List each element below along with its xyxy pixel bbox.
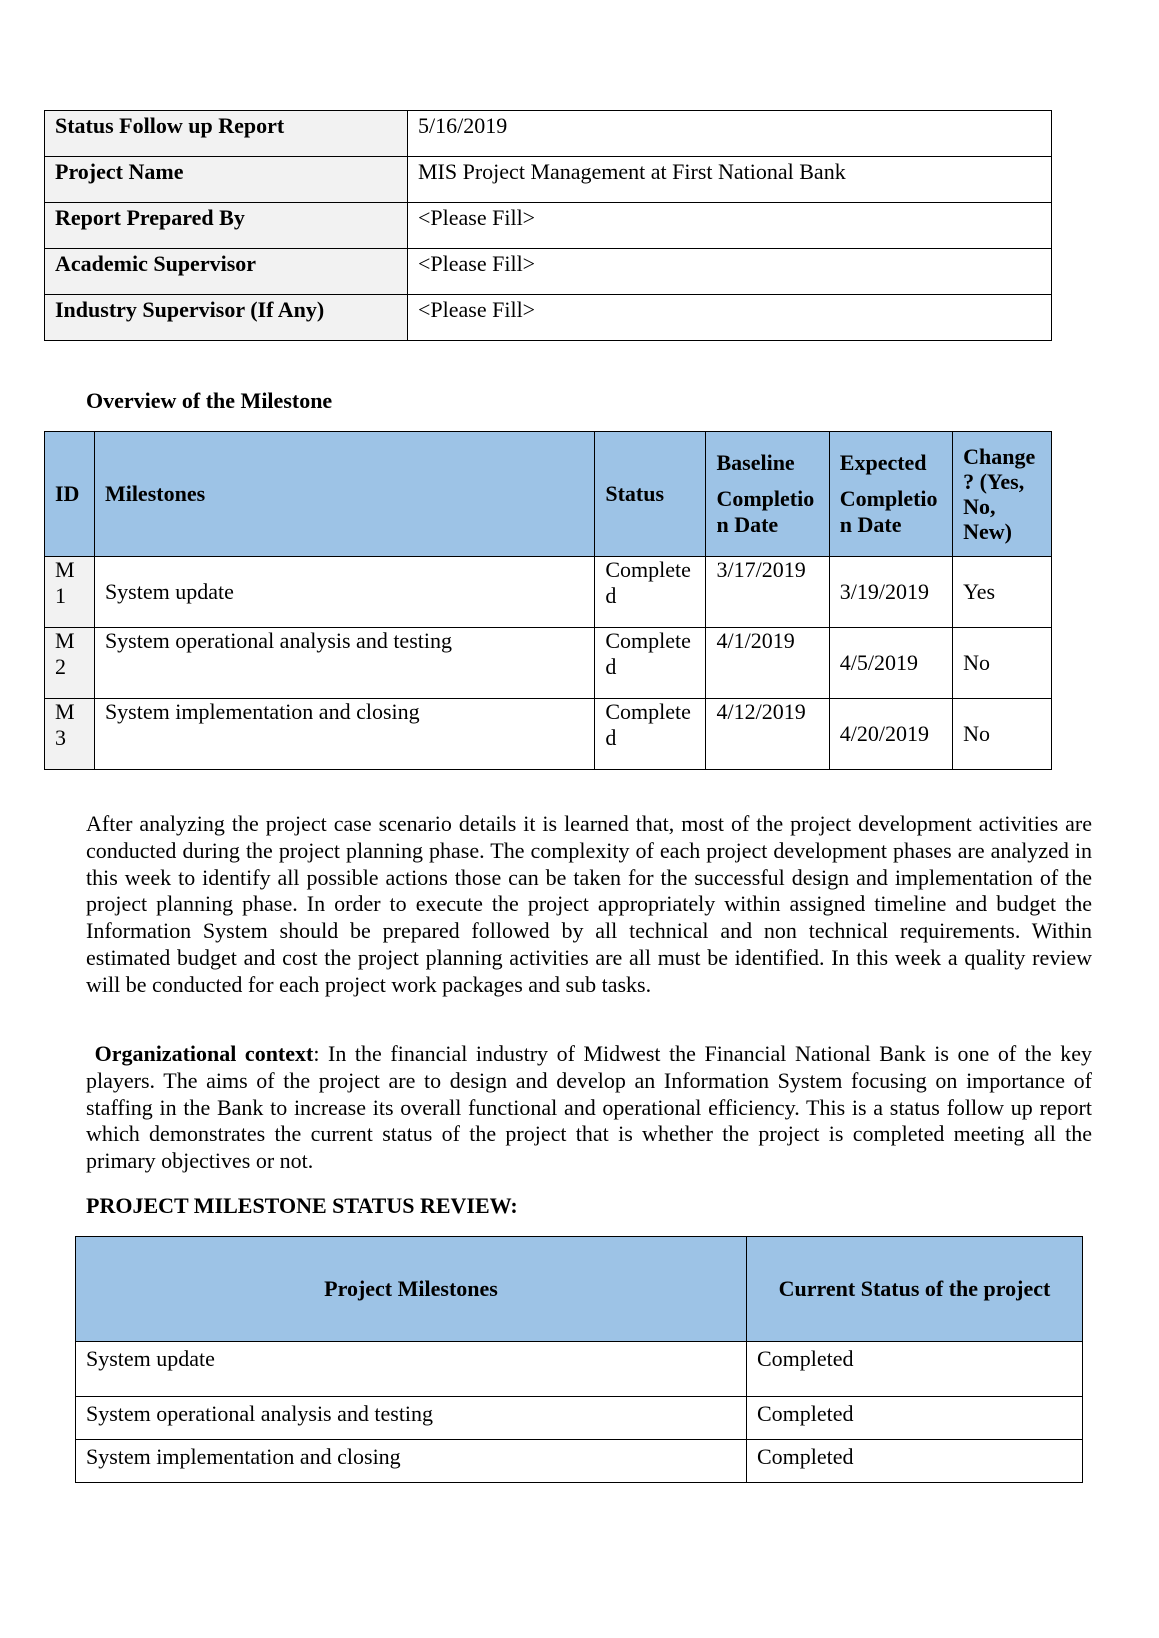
info-value: <Please Fill> [408, 295, 1052, 341]
info-value: <Please Fill> [408, 203, 1052, 249]
review-header-row [76, 1237, 1083, 1342]
milestone-change: No [953, 699, 1052, 770]
review-milestone: System update [76, 1342, 747, 1397]
info-row [45, 203, 1052, 249]
review-row [76, 1440, 1083, 1483]
header-change: Change ? (Yes, No, New) [953, 432, 1052, 557]
milestone-baseline: 3/17/2019 [706, 557, 829, 628]
header-expected [829, 432, 952, 557]
review-row [76, 1342, 1083, 1397]
milestone-id: M 3 [45, 699, 95, 770]
milestone-status: Complete d [595, 557, 706, 628]
info-row [45, 249, 1052, 295]
review-milestone: System operational analysis and testing [76, 1397, 747, 1440]
milestone-expected: 3/19/2019 [829, 557, 952, 628]
header-milestones: Milestones [94, 432, 594, 557]
header-expected-line2: Completio n Date [839, 486, 938, 537]
milestones-table [44, 431, 1052, 770]
milestone-expected: 4/5/2019 [829, 628, 952, 699]
organizational-context-text: : In the financial industry of Midwest the Financial National Bank is one of the key players. The aims of the project are to design and develop an Information System focusing on importance of staffing in the Bank to increase its overall functional and operational efficiency. This is a status follow up report which demonstrates the current status of the project that is whether the project is completed meeting all the primary objectives or not. [86, 1041, 1092, 1174]
review-row [76, 1397, 1083, 1440]
review-status: Completed [747, 1342, 1083, 1397]
info-value: MIS Project Management at First National Bank [408, 157, 1052, 203]
report-info-table [44, 110, 1052, 341]
milestone-change: No [953, 628, 1052, 699]
info-row [45, 295, 1052, 341]
info-row [45, 157, 1052, 203]
header-baseline-line2: Completio n Date [716, 486, 815, 537]
milestone-row [45, 699, 1052, 770]
info-label: Project Name [45, 157, 408, 203]
milestone-id: M 1 [45, 557, 95, 628]
header-baseline [706, 432, 829, 557]
milestone-status: Complete d [595, 628, 706, 699]
organizational-context-lead: Organizational context [94, 1041, 314, 1066]
header-id: ID [45, 432, 95, 557]
info-value: 5/16/2019 [408, 111, 1052, 157]
milestone-status-review-table [75, 1236, 1083, 1483]
info-label: Status Follow up Report [45, 111, 408, 157]
milestones-header-row [45, 432, 1052, 557]
info-label: Report Prepared By [45, 203, 408, 249]
info-row [45, 111, 1052, 157]
milestone-name: System update [94, 557, 594, 628]
header-baseline-line1: Baseline [716, 450, 795, 475]
review-header-status: Current Status of the project [747, 1237, 1083, 1342]
organizational-context-paragraph [86, 1041, 1092, 1175]
info-label: Industry Supervisor (If Any) [45, 295, 408, 341]
overview-title: Overview of the Milestone [86, 388, 333, 413]
review-title: PROJECT MILESTONE STATUS REVIEW: [86, 1193, 518, 1218]
analysis-paragraph: After analyzing the project case scenario details it is learned that, most of the project development activities are conducted during the project planning phase. The complexity of each project development phases are analyzed in this week to identify all possible actions those can be taken for the successful design and implementation of the project planning phase. In order to execute the project appropriately within assigned timeline and budget the Information System should be prepared followed by all technical and non technical requirements. Within estimated budget and cost the project planning activities are all must be identified. In this week a quality review will be conducted for each project work packages and sub tasks. [86, 811, 1092, 997]
review-header-milestones: Project Milestones [76, 1237, 747, 1342]
milestone-row [45, 628, 1052, 699]
milestone-baseline: 4/1/2019 [706, 628, 829, 699]
milestone-status: Complete d [595, 699, 706, 770]
info-value: <Please Fill> [408, 249, 1052, 295]
review-status: Completed [747, 1440, 1083, 1483]
milestone-name: System operational analysis and testing [94, 628, 594, 699]
review-milestone: System implementation and closing [76, 1440, 747, 1483]
info-label: Academic Supervisor [45, 249, 408, 295]
review-status: Completed [747, 1397, 1083, 1440]
milestone-id: M 2 [45, 628, 95, 699]
milestone-expected: 4/20/2019 [829, 699, 952, 770]
header-status: Status [595, 432, 706, 557]
milestone-name: System implementation and closing [94, 699, 594, 770]
milestone-change: Yes [953, 557, 1052, 628]
milestone-row [45, 557, 1052, 628]
milestone-baseline: 4/12/2019 [706, 699, 829, 770]
header-expected-line1: Expected [839, 450, 927, 475]
